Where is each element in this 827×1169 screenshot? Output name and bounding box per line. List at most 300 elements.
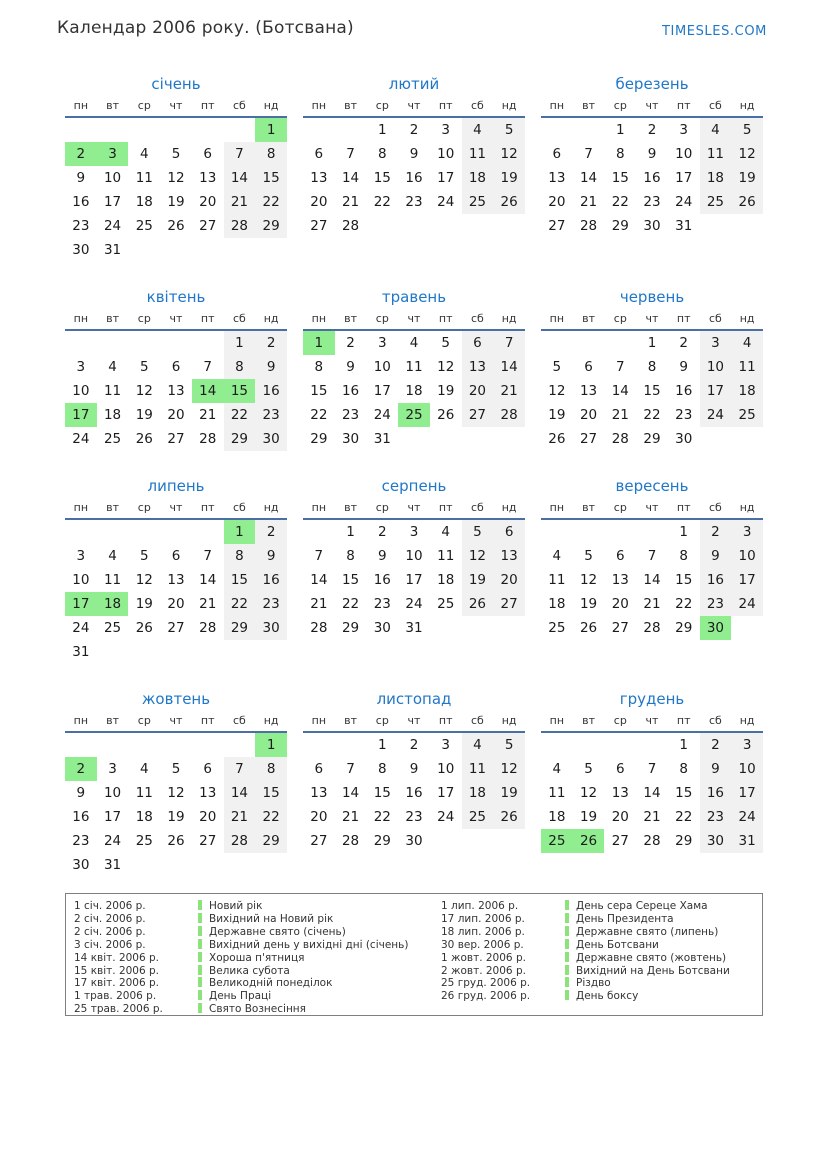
weekday-header-row	[303, 311, 525, 331]
day-cell: 17	[103, 194, 122, 210]
month-title: жовтень	[141, 690, 211, 708]
day-cell: 23	[255, 403, 287, 427]
weekday-label: пн	[549, 714, 565, 727]
day-cell: 8	[679, 548, 688, 564]
day-cell: 10	[103, 170, 122, 186]
day-cell: 29	[373, 833, 391, 849]
day-cell: 25	[103, 620, 122, 636]
weekday-label: пн	[73, 312, 89, 325]
legend-row	[441, 965, 762, 978]
day-cell: 2	[647, 122, 657, 138]
day-cell: 6	[552, 146, 562, 162]
day-cell: 4	[552, 761, 562, 777]
day-cell: 21	[643, 809, 661, 825]
legend-row	[441, 939, 762, 952]
day-cell: 14	[643, 785, 661, 801]
holiday-date: 3 січ. 2006 р.	[74, 938, 146, 951]
day-cell: 16	[72, 809, 90, 825]
day-cell: 11	[135, 785, 153, 801]
holiday-date: 1 січ. 2006 р.	[74, 900, 146, 912]
holiday-marker	[198, 965, 202, 975]
holiday-marker	[565, 977, 569, 987]
weekday-label: пт	[676, 714, 691, 727]
month-day-grid	[65, 118, 287, 262]
empty-cell	[192, 733, 224, 757]
day-cell: 22	[255, 805, 287, 829]
holiday-date: 2 січ. 2006 р.	[74, 925, 146, 938]
weekday-label: ср	[137, 714, 151, 727]
day-cell: 17	[65, 592, 97, 616]
holiday-name: Державне свято (січень)	[198, 926, 441, 939]
day-cell: 1	[615, 122, 625, 138]
month-title: січень	[151, 75, 201, 93]
day-cell: 15	[373, 785, 391, 801]
day-cell: 20	[310, 809, 328, 825]
day-cell: 29	[310, 431, 328, 447]
holiday-date: 30 вер. 2006 р.	[441, 938, 524, 951]
day-cell: 28	[310, 620, 328, 636]
day-cell: 11	[462, 757, 494, 781]
day-cell: 21	[199, 407, 217, 423]
legend-row	[74, 990, 441, 1003]
months-grid	[65, 75, 763, 877]
day-cell: 12	[548, 383, 566, 399]
day-cell: 12	[493, 757, 525, 781]
day-cell: 17	[373, 383, 391, 399]
weekday-label: пн	[549, 501, 565, 514]
day-cell: 18	[700, 166, 732, 190]
day-cell: 27	[611, 620, 629, 636]
month-day-grid	[65, 733, 287, 877]
day-cell: 28	[611, 431, 629, 447]
day-cell: 11	[103, 383, 122, 399]
weekday-label: нд	[739, 99, 755, 112]
day-cell: 31	[373, 431, 391, 447]
day-cell: 2	[700, 520, 732, 544]
day-cell: 4	[139, 761, 149, 777]
day-cell: 22	[224, 403, 256, 427]
day-cell: 10	[72, 383, 90, 399]
month-title: липень	[147, 477, 205, 495]
empty-cell	[160, 520, 192, 544]
day-cell: 8	[224, 355, 256, 379]
day-cell: 11	[462, 142, 494, 166]
holiday-name: Хороша п'ятниця	[198, 952, 441, 965]
day-cell: 11	[548, 785, 566, 801]
empty-cell	[573, 520, 605, 544]
holidays-legend	[65, 893, 763, 1016]
day-cell: 30	[643, 218, 661, 234]
site-logo-link[interactable]: TIMESLES.COM	[661, 24, 767, 39]
day-cell: 28	[493, 403, 525, 427]
day-cell: 18	[462, 166, 494, 190]
empty-cell	[224, 118, 256, 142]
day-cell: 30	[255, 427, 287, 451]
day-cell: 9	[409, 146, 419, 162]
day-cell: 7	[615, 359, 625, 375]
empty-cell	[636, 733, 668, 757]
month-day-grid	[541, 733, 763, 853]
weekday-label: вт	[344, 501, 357, 514]
holiday-date: 25 груд. 2006 р.	[441, 977, 531, 990]
page-title: Календар 2006 року. (Ботсвана)	[57, 18, 354, 38]
holiday-marker	[565, 990, 569, 1000]
day-cell: 21	[643, 596, 661, 612]
day-cell: 7	[647, 548, 657, 564]
holiday-marker	[198, 926, 202, 936]
month-day-grid	[303, 118, 525, 238]
weekday-label: нд	[501, 501, 517, 514]
legend-row	[74, 939, 441, 952]
day-cell: 11	[437, 548, 455, 564]
day-cell: 24	[700, 403, 732, 427]
day-cell: 13	[548, 170, 566, 186]
legend-row	[441, 913, 762, 926]
day-cell: 17	[103, 809, 122, 825]
day-cell: 5	[139, 548, 149, 564]
day-cell: 8	[615, 146, 625, 162]
day-cell: 20	[167, 407, 185, 423]
day-cell: 23	[255, 592, 287, 616]
day-cell: 10	[103, 785, 122, 801]
empty-cell	[604, 331, 636, 355]
day-cell: 19	[167, 194, 185, 210]
weekday-label: сб	[233, 501, 246, 514]
weekday-label: вт	[582, 312, 595, 325]
day-cell: 6	[314, 146, 324, 162]
weekday-label: нд	[263, 714, 279, 727]
day-cell: 20	[310, 194, 328, 210]
day-cell: 15	[224, 568, 256, 592]
day-cell: 16	[405, 170, 423, 186]
day-cell: 16	[675, 383, 693, 399]
day-cell: 15	[611, 170, 629, 186]
empty-cell	[192, 331, 224, 355]
day-cell: 9	[76, 785, 86, 801]
day-cell: 7	[647, 761, 657, 777]
day-cell: 10	[72, 572, 90, 588]
day-cell: 14	[341, 170, 360, 186]
legend-row	[74, 952, 441, 965]
day-cell: 7	[203, 548, 212, 564]
weekday-label: нд	[263, 99, 279, 112]
day-cell: 15	[675, 572, 693, 588]
day-cell: 28	[579, 218, 598, 234]
day-cell: 10	[373, 359, 391, 375]
day-cell: 25	[731, 403, 763, 427]
day-cell: 14	[611, 383, 629, 399]
day-cell: 5	[462, 520, 494, 544]
day-cell: 18	[548, 596, 566, 612]
day-cell: 25	[135, 833, 153, 849]
weekday-label: ср	[613, 501, 627, 514]
day-cell: 25	[103, 431, 122, 447]
holiday-date: 2 січ. 2006 р.	[74, 912, 146, 925]
day-cell: 24	[731, 805, 763, 829]
month-day-grid	[303, 331, 525, 451]
weekday-label: чт	[645, 714, 659, 727]
day-cell: 12	[579, 572, 598, 588]
day-cell: 26	[437, 407, 455, 423]
day-cell: 19	[493, 166, 525, 190]
day-cell: 7	[203, 359, 212, 375]
weekday-label: пн	[311, 501, 327, 514]
day-cell: 22	[255, 190, 287, 214]
day-cell: 25	[462, 190, 494, 214]
weekday-label: пт	[200, 99, 215, 112]
day-cell: 4	[108, 548, 117, 564]
holiday-name: День боксу	[565, 990, 762, 1003]
day-cell: 19	[135, 596, 153, 612]
weekday-label: вт	[344, 312, 357, 325]
month-title: червень	[619, 288, 685, 306]
day-cell: 19	[437, 383, 455, 399]
weekday-header-row	[65, 98, 287, 118]
weekday-label: пт	[676, 501, 691, 514]
day-cell: 7	[346, 761, 355, 777]
day-cell: 3	[731, 733, 763, 757]
holiday-name: День Президента	[565, 913, 762, 926]
day-cell: 9	[346, 359, 355, 375]
weekday-label: пт	[676, 99, 691, 112]
day-cell: 11	[731, 355, 763, 379]
holiday-name: Різдво	[565, 977, 762, 990]
day-cell: 6	[493, 520, 525, 544]
weekday-label: пн	[73, 99, 89, 112]
day-cell: 9	[700, 544, 732, 568]
day-cell: 8	[314, 359, 324, 375]
day-cell: 14	[224, 781, 256, 805]
day-cell: 5	[493, 733, 525, 757]
weekday-label: нд	[739, 501, 755, 514]
weekday-label: нд	[501, 312, 517, 325]
day-cell: 6	[171, 359, 181, 375]
holiday-marker	[198, 952, 202, 962]
day-cell: 19	[493, 781, 525, 805]
month-calendar	[541, 288, 763, 451]
day-cell: 16	[255, 568, 287, 592]
day-cell: 20	[199, 809, 217, 825]
day-cell: 29	[224, 616, 256, 640]
day-cell: 28	[199, 620, 217, 636]
holiday-date: 26 груд. 2006 р.	[441, 990, 531, 1003]
day-cell: 7	[584, 146, 593, 162]
day-cell: 3	[441, 122, 450, 138]
empty-cell	[541, 118, 573, 142]
day-cell: 23	[675, 407, 693, 423]
month-day-grid	[303, 733, 525, 853]
day-cell: 27	[199, 833, 217, 849]
day-cell: 23	[700, 805, 732, 829]
weekday-label: пн	[311, 312, 327, 325]
day-cell: 26	[573, 829, 605, 853]
day-cell: 11	[700, 142, 732, 166]
day-cell: 23	[72, 218, 90, 234]
day-cell: 28	[643, 620, 661, 636]
month-title: серпень	[381, 477, 447, 495]
weekday-label: пн	[311, 714, 327, 727]
holiday-marker	[198, 939, 202, 949]
day-cell: 8	[346, 548, 355, 564]
day-cell: 10	[437, 761, 455, 777]
day-cell: 20	[579, 407, 598, 423]
empty-cell	[128, 331, 160, 355]
day-cell: 15	[675, 785, 693, 801]
weekday-label: чт	[645, 501, 659, 514]
empty-cell	[303, 118, 335, 142]
month-title: березень	[615, 75, 689, 93]
day-cell: 11	[405, 359, 423, 375]
day-cell: 19	[462, 568, 494, 592]
day-cell: 30	[700, 829, 732, 853]
weekday-label: сб	[709, 99, 722, 112]
month-calendar	[65, 477, 287, 664]
day-cell: 26	[731, 190, 763, 214]
day-cell: 23	[643, 194, 661, 210]
weekday-label: ср	[613, 714, 627, 727]
day-cell: 22	[224, 592, 256, 616]
day-cell: 13	[611, 572, 629, 588]
weekday-label: чт	[407, 99, 421, 112]
day-cell: 8	[679, 761, 688, 777]
day-cell: 4	[409, 335, 419, 351]
empty-cell	[192, 520, 224, 544]
legend-row	[441, 990, 762, 1003]
weekday-label: чт	[407, 714, 421, 727]
day-cell: 1	[679, 737, 688, 753]
weekday-label: вт	[582, 501, 595, 514]
day-cell: 5	[731, 118, 763, 142]
legend-row	[74, 913, 441, 926]
weekday-label: вт	[344, 714, 357, 727]
day-cell: 13	[310, 170, 328, 186]
day-cell: 31	[731, 829, 763, 853]
day-cell: 5	[441, 335, 450, 351]
weekday-label: пт	[200, 714, 215, 727]
day-cell: 26	[167, 218, 185, 234]
holiday-name: Новий рік	[198, 900, 441, 913]
weekday-header-row	[541, 713, 763, 733]
day-cell: 13	[199, 785, 217, 801]
holiday-name: День Ботсвани	[565, 939, 762, 952]
day-cell: 29	[255, 829, 287, 853]
day-cell: 9	[647, 146, 657, 162]
day-cell: 30	[700, 616, 732, 640]
day-cell: 7	[224, 757, 256, 781]
empty-cell	[97, 118, 129, 142]
day-cell: 17	[437, 170, 455, 186]
day-cell: 26	[493, 190, 525, 214]
day-cell: 10	[437, 146, 455, 162]
day-cell: 3	[108, 761, 117, 777]
holiday-date: 1 жовт. 2006 р.	[441, 951, 526, 964]
day-cell: 2	[346, 335, 355, 351]
day-cell: 3	[76, 359, 86, 375]
day-cell: 3	[377, 335, 387, 351]
day-cell: 23	[72, 833, 90, 849]
legend-row	[441, 952, 762, 965]
day-cell: 14	[310, 572, 328, 588]
day-cell: 14	[224, 166, 256, 190]
day-cell: 21	[224, 805, 256, 829]
weekday-label: пн	[73, 714, 89, 727]
day-cell: 27	[611, 833, 629, 849]
holiday-marker	[198, 990, 202, 1000]
day-cell: 6	[584, 359, 593, 375]
weekday-label: ср	[137, 312, 151, 325]
day-cell: 22	[611, 194, 629, 210]
legend-row	[74, 965, 441, 978]
day-cell: 19	[167, 809, 185, 825]
day-cell: 25	[541, 829, 573, 853]
month-title: листопад	[376, 690, 452, 708]
day-cell: 28	[199, 431, 217, 447]
day-cell: 6	[314, 761, 324, 777]
day-cell: 29	[341, 620, 360, 636]
day-cell: 6	[203, 761, 212, 777]
empty-cell	[65, 118, 97, 142]
day-cell: 4	[700, 118, 732, 142]
legend-row	[74, 926, 441, 939]
day-cell: 5	[584, 548, 593, 564]
weekday-label: пн	[73, 501, 89, 514]
day-cell: 2	[255, 331, 287, 355]
legend-row	[74, 1003, 441, 1016]
day-cell: 30	[255, 616, 287, 640]
day-cell: 3	[441, 737, 450, 753]
weekday-label: сб	[709, 312, 722, 325]
day-cell: 8	[377, 146, 387, 162]
holiday-name: Державне свято (липень)	[565, 926, 762, 939]
weekday-label: пт	[438, 714, 453, 727]
empty-cell	[128, 118, 160, 142]
month-calendar	[303, 477, 525, 640]
holiday-name: Свято Вознесіння	[198, 1003, 441, 1016]
day-cell: 27	[310, 218, 328, 234]
holiday-name: Вихідний на Новий рік	[198, 913, 441, 926]
weekday-label: сб	[471, 501, 484, 514]
day-cell: 20	[548, 194, 566, 210]
day-cell: 3	[700, 331, 732, 355]
day-cell: 18	[462, 781, 494, 805]
weekday-label: чт	[407, 501, 421, 514]
empty-cell	[541, 520, 573, 544]
day-cell: 12	[167, 785, 185, 801]
legend-column-right	[441, 900, 762, 1015]
month-day-grid	[303, 520, 525, 640]
day-cell: 5	[171, 146, 181, 162]
weekday-label: ср	[375, 99, 389, 112]
empty-cell	[573, 118, 605, 142]
month-title: травень	[381, 288, 447, 306]
day-cell: 28	[224, 214, 256, 238]
day-cell: 14	[643, 572, 661, 588]
day-cell: 10	[731, 757, 763, 781]
weekday-label: сб	[233, 714, 246, 727]
day-cell: 19	[731, 166, 763, 190]
day-cell: 20	[199, 194, 217, 210]
day-cell: 21	[341, 809, 360, 825]
day-cell: 8	[224, 544, 256, 568]
weekday-header-row	[65, 500, 287, 520]
day-cell: 27	[167, 431, 185, 447]
day-cell: 24	[72, 620, 90, 636]
day-cell: 31	[72, 644, 90, 660]
day-cell: 4	[462, 118, 494, 142]
day-cell: 24	[72, 431, 90, 447]
day-cell: 15	[373, 170, 391, 186]
empty-cell	[224, 733, 256, 757]
